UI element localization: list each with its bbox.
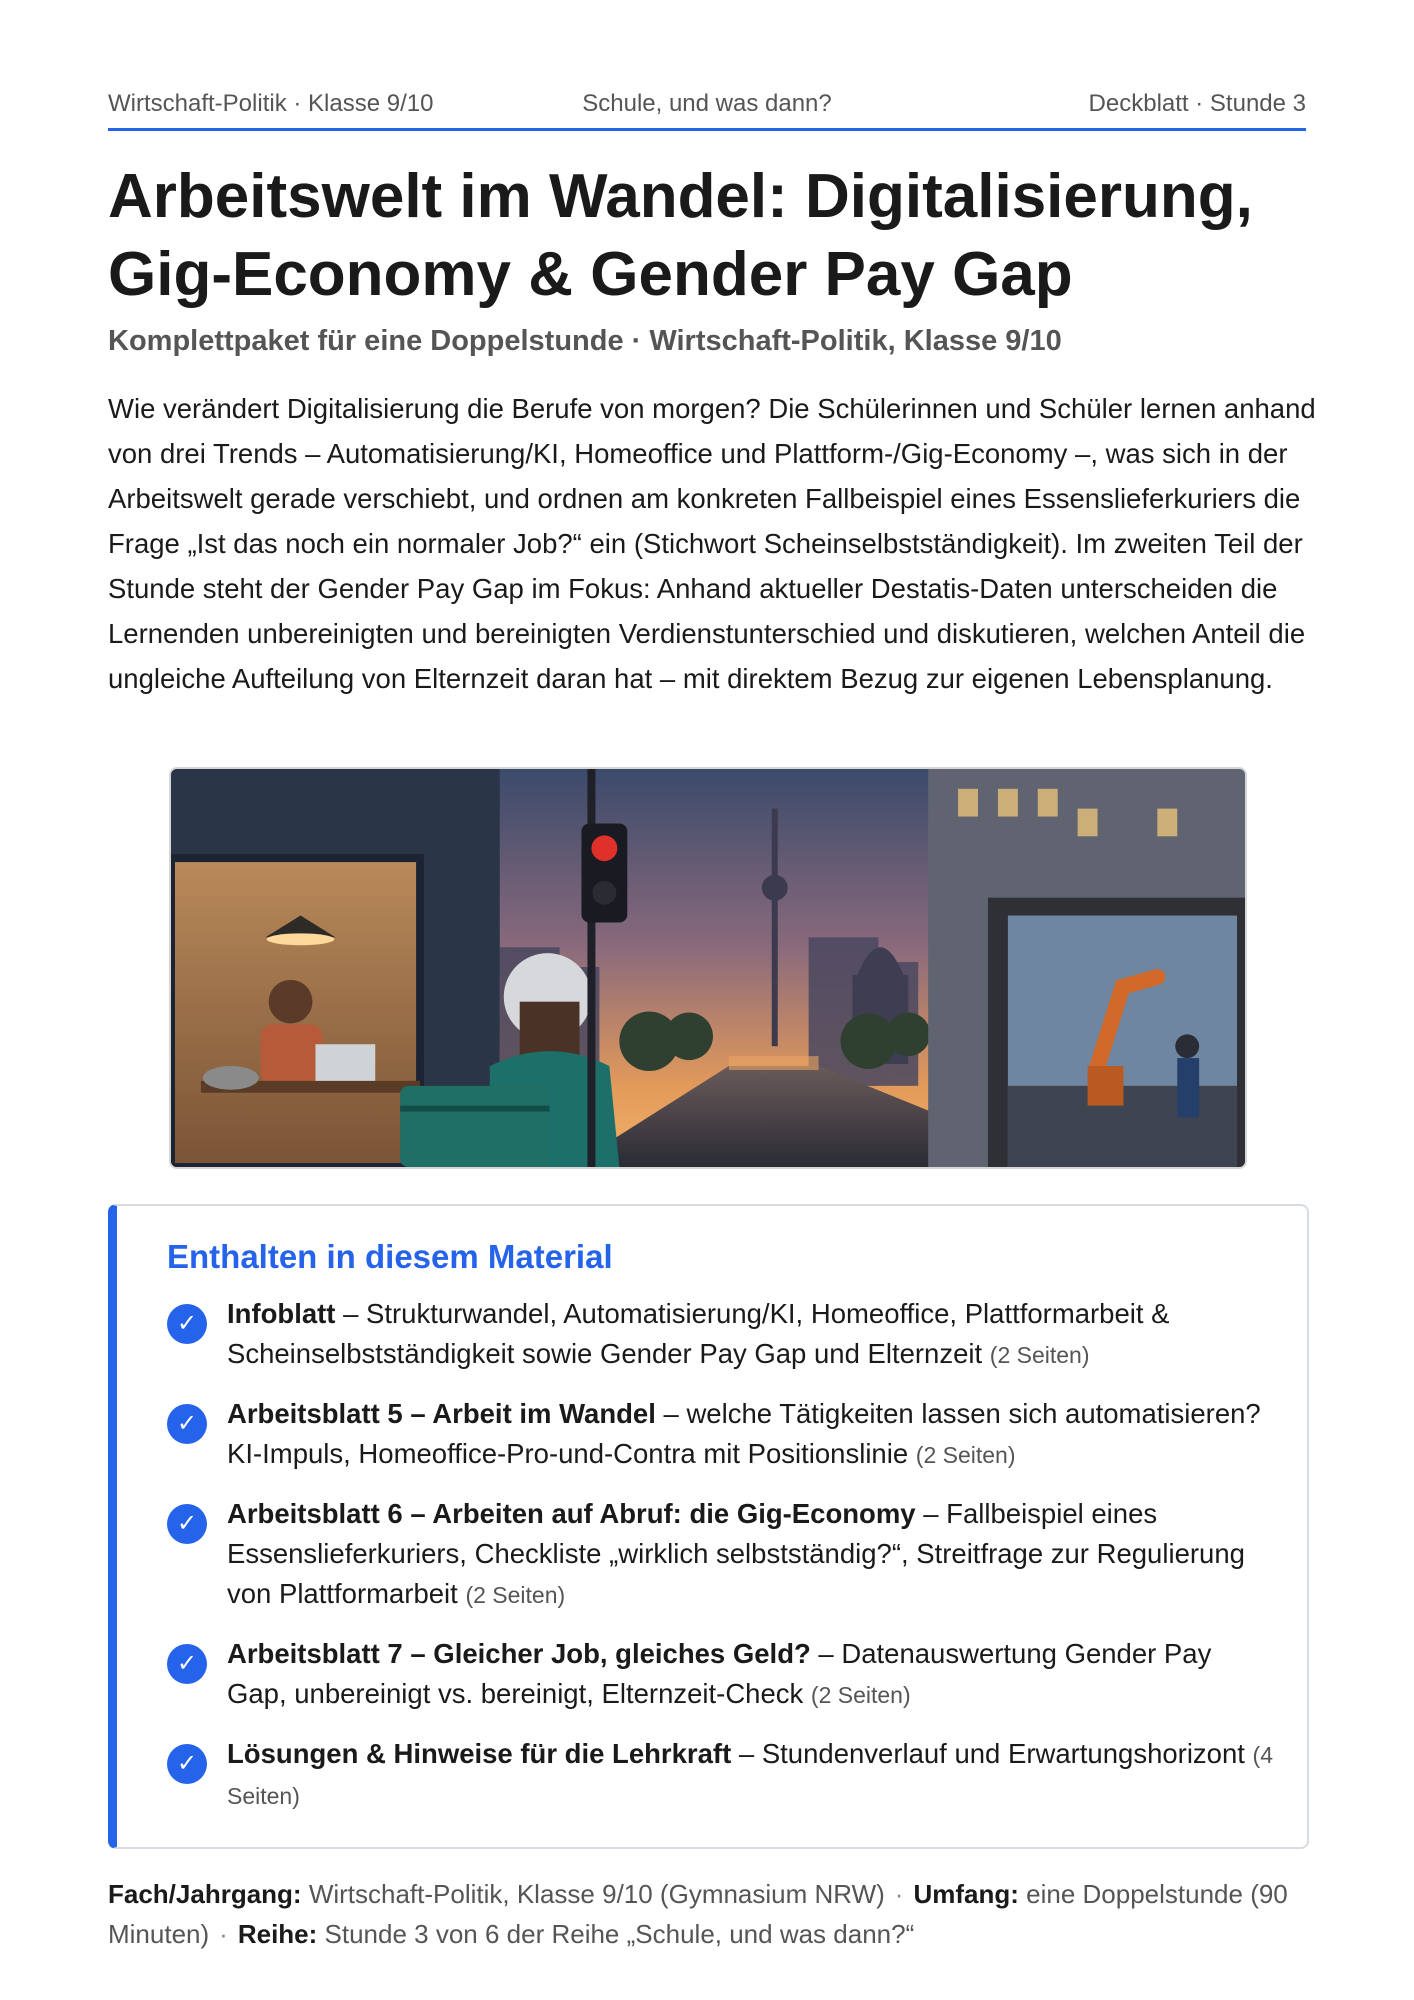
contents-item bbox=[167, 1734, 1277, 1816]
header-section: Deckblatt · Stunde 3 bbox=[1088, 90, 1306, 117]
separator: · bbox=[219, 1919, 228, 1949]
page-header bbox=[108, 88, 1306, 131]
checkmark-icon: ✓ bbox=[167, 1644, 207, 1684]
contents-heading: Enthalten in diesem Material bbox=[167, 1238, 613, 1275]
page-title: Arbeitswelt im Wandel: Digitalisierung, Gig-Economy & Gender Pay Gap bbox=[108, 162, 1253, 309]
item-description: – Strukturwandel, Automatisierung/KI, Homeoffice, Plattformarbeit & Scheinselbstständigkeit sowie Gender Pay Gap und Elternzeit bbox=[227, 1298, 1170, 1369]
hero-illustration bbox=[169, 767, 1247, 1169]
contents-item bbox=[167, 1294, 1277, 1375]
item-title: Lösungen & Hinweise für die Lehrkraft bbox=[227, 1738, 732, 1769]
intro-paragraph: Wie verändert Digitalisierung die Berufe von morgen? Die Schülerinnen und Schüler lernen anhand von drei Trends – Automatisierung/KI, Homeoffice und Plattform-/Gig-Economy –, was sich in der Arbeitswelt gerade verschiebt, und ordnen am konkreten Fallbeispiel eines Essenslieferkuriers die Frage „Ist das noch ein normaler Job?“ ein (Stichwort Scheinselbstständigkeit). Im zweiten Teil der Stunde steht der Gender Pay Gap im Fokus: Anhand aktueller Destatis-Daten unterscheiden die Lernenden unbereinigten und bereinigten Verdienstunterschied und diskutieren, welchen Anteil die ungleiche Aufteilung von Elternzeit daran hat – mit direktem Bezug zur eigenen Lebensplanung. bbox=[108, 393, 1316, 694]
header-series: Schule, und was dann? bbox=[582, 90, 832, 117]
checkmark-icon: ✓ bbox=[167, 1304, 207, 1344]
city-scene-illustration bbox=[171, 769, 1245, 1167]
contents-item bbox=[167, 1394, 1277, 1475]
item-description: – Datenauswertung Gender Pay Gap, unbereinigt vs. bereinigt, Elternzeit-Check bbox=[227, 1638, 1212, 1709]
contents-item bbox=[167, 1634, 1277, 1715]
item-page-count: (2 Seiten) bbox=[810, 1682, 911, 1708]
contents-item bbox=[167, 1494, 1277, 1615]
fach-label: Fach/Jahrgang: bbox=[108, 1879, 302, 1909]
umfang-value: eine Doppelstunde (90 Minuten) bbox=[108, 1879, 1288, 1949]
item-title: Infoblatt bbox=[227, 1298, 336, 1329]
item-title: Arbeitsblatt 5 – Arbeit im Wandel bbox=[227, 1398, 656, 1429]
item-description: – Fallbeispiel eines Essenslieferkuriers, Checkliste „wirklich selbstständig?“, Streitfrage zur Regulierung von Plattformarbeit bbox=[227, 1498, 1245, 1609]
item-page-count: (2 Seiten) bbox=[915, 1442, 1016, 1468]
contents-box bbox=[108, 1204, 1309, 1849]
fach-value: Wirtschaft-Politik, Klasse 9/10 (Gymnasium NRW) bbox=[301, 1879, 885, 1909]
checkmark-icon: ✓ bbox=[167, 1404, 207, 1444]
item-page-count: (4 Seiten) bbox=[227, 1742, 1273, 1809]
umfang-label: Umfang: bbox=[913, 1879, 1019, 1909]
reihe-label: Reihe: bbox=[237, 1919, 318, 1949]
item-title: Arbeitsblatt 7 – Gleicher Job, gleiches Geld? bbox=[227, 1638, 811, 1669]
contents-list bbox=[167, 1294, 1277, 1835]
item-page-count: (2 Seiten) bbox=[465, 1582, 566, 1608]
header-subject: Wirtschaft-Politik · Klasse 9/10 bbox=[108, 90, 434, 117]
reihe-value: Stunde 3 von 6 der Reihe „Schule, und was dann?“ bbox=[317, 1919, 915, 1949]
meta-footer bbox=[108, 1874, 1318, 1954]
item-description: – welche Tätigkeiten lassen sich automatisieren? KI-Impuls, Homeoffice-Pro-und-Contra mit Positionslinie bbox=[227, 1398, 1261, 1469]
page-subtitle: Komplettpaket für eine Doppelstunde · Wirtschaft-Politik, Klasse 9/10 bbox=[108, 325, 1062, 357]
item-description: – Stundenverlauf und Erwartungshorizont bbox=[731, 1738, 1253, 1769]
item-title: Arbeitsblatt 6 – Arbeiten auf Abruf: die Gig-Economy bbox=[227, 1498, 916, 1529]
checkmark-icon: ✓ bbox=[167, 1504, 207, 1544]
item-page-count: (2 Seiten) bbox=[989, 1342, 1090, 1368]
checkmark-icon: ✓ bbox=[167, 1744, 207, 1784]
separator: · bbox=[894, 1879, 904, 1909]
